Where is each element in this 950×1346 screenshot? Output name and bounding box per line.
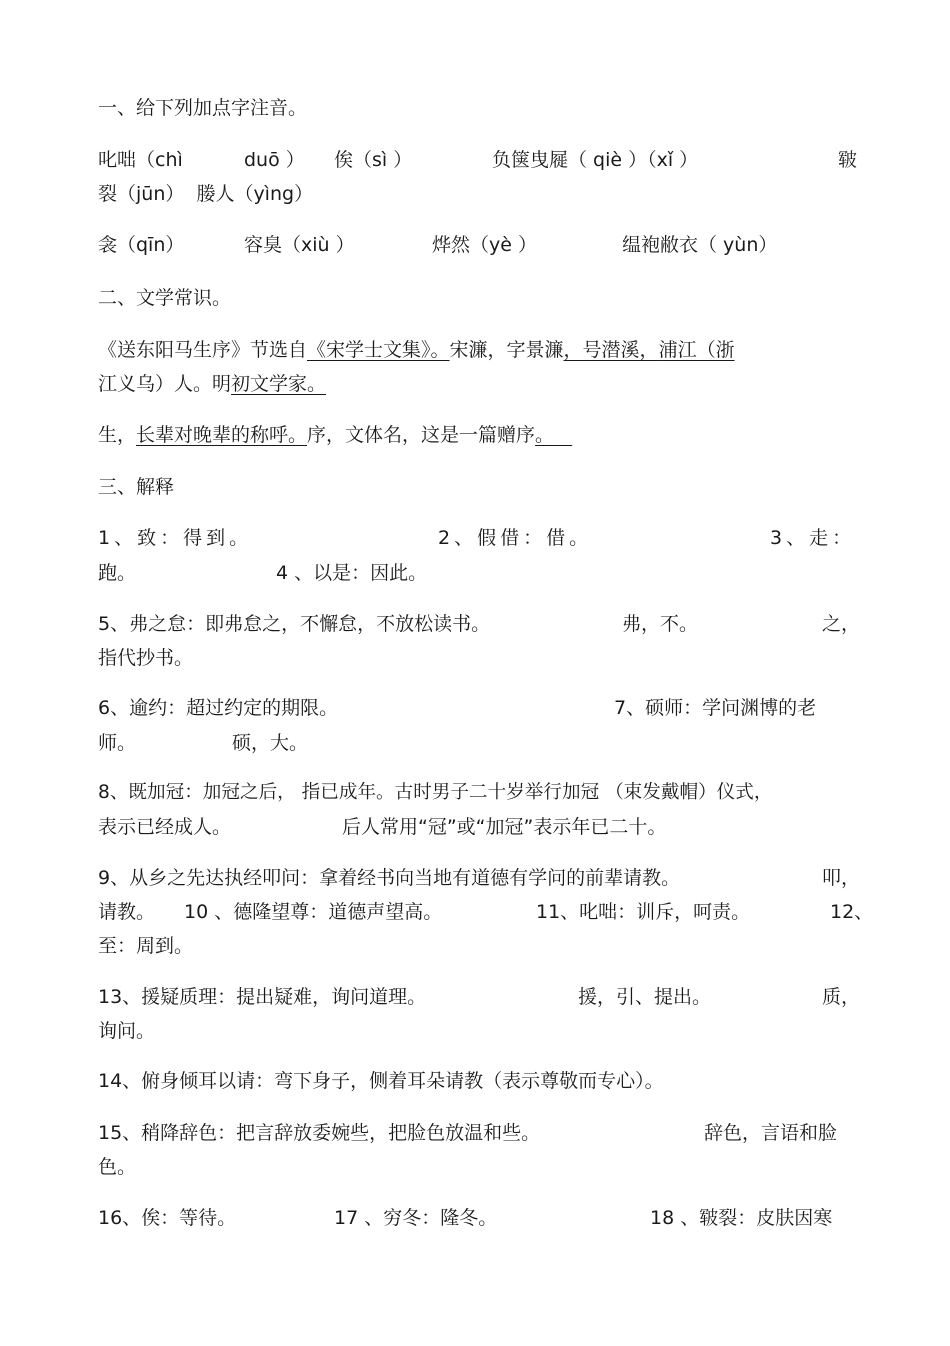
literature-line-3: 生，长辈对晚辈的称呼。序，文体名，这是一篇赠序。 bbox=[98, 424, 555, 446]
section-3-title: 三、解释 bbox=[98, 476, 175, 498]
definition-item: 14、俯身倾耳以请：弯下身子，侧着耳朵请教（表示尊敬而专心）。 bbox=[98, 1070, 664, 1092]
underlined-answer: 。 bbox=[535, 424, 555, 446]
pinyin-item: 烨然（yè ） bbox=[432, 234, 537, 256]
definition-item: 表示已经成人。 bbox=[98, 816, 232, 838]
definition-item: 后人常用“冠”或“加冠”表示年已二十。 bbox=[342, 816, 667, 838]
definition-item: 师。 bbox=[98, 732, 137, 754]
definition-item: 3、走： bbox=[770, 527, 856, 549]
definition-item: 请教。 bbox=[98, 901, 156, 923]
pinyin-item: 容臭（xiù ） bbox=[244, 234, 355, 256]
definition-item: 4 、以是：因此。 bbox=[276, 562, 428, 584]
definition-item: 至：周到。 bbox=[98, 935, 194, 957]
pinyin-item: 衾（qīn） bbox=[98, 234, 185, 256]
definition-item: 8、既加冠：加冠之后， 指已成年。古时男子二十岁举行加冠 （束发戴帽）仪式， bbox=[98, 782, 773, 803]
pinyin-row-2: 裂（jūn） 媵人（yìng） bbox=[98, 183, 314, 205]
definition-item: 18 、皲裂：皮肤因寒 bbox=[650, 1207, 833, 1229]
definition-item: 2、假借：借。 bbox=[438, 527, 593, 549]
pinyin-item: 皲 bbox=[838, 149, 858, 171]
underlined-answer: ，号潜溪， bbox=[563, 339, 659, 361]
definition-item: 询问。 bbox=[98, 1020, 156, 1042]
definition-item: 9、从乡之先达执经叩问：拿着经书向当地有道德有学问的前辈请教。 bbox=[98, 867, 681, 889]
pinyin-item: 叱咄（chì bbox=[98, 149, 183, 171]
definition-item: 指代抄书。 bbox=[98, 647, 194, 669]
definition-item: 13、援疑质理：提出疑难，询问道理。 bbox=[98, 986, 427, 1008]
underlined-answer: 长辈对晚辈的称呼。 bbox=[136, 424, 308, 446]
definition-item: 10 、德隆望尊：道德声望高。 bbox=[184, 901, 443, 923]
definition-item: 硕，大。 bbox=[232, 732, 309, 754]
definition-item: 质， bbox=[822, 986, 861, 1008]
definition-item: 12、 bbox=[830, 901, 874, 923]
pinyin-item: 负箧曳屣（ qiè ）（xǐ ） bbox=[492, 149, 699, 171]
definition-item: 1、致：得到。 bbox=[98, 527, 253, 549]
definition-item: 16、俟：等待。 bbox=[98, 1207, 237, 1229]
definition-item: 15、稍降辞色：把言辞放委婉些，把脸色放温和些。 bbox=[98, 1122, 541, 1144]
pinyin-item: 俟（sì ） bbox=[334, 149, 413, 171]
definition-item: 7、硕师：学问渊博的老 bbox=[614, 697, 817, 719]
definition-item: 辞色，言语和脸 bbox=[704, 1122, 838, 1144]
section-1-title: 一、给下列加点字注音。 bbox=[98, 97, 308, 119]
definition-item: 援，引、提出。 bbox=[578, 986, 712, 1008]
literature-line-2: 江义乌）人。明初文学家。 bbox=[98, 373, 327, 395]
definition-item: 弗，不。 bbox=[622, 613, 699, 635]
definition-item: 6、逾约：超过约定的期限。 bbox=[98, 697, 339, 719]
definition-item: 17 、穷冬：隆冬。 bbox=[334, 1207, 498, 1229]
pinyin-item: 缊袍敝衣（ yùn） bbox=[622, 234, 778, 256]
definition-item: 色。 bbox=[98, 1156, 137, 1178]
section-2-title: 二、文学常识。 bbox=[98, 287, 232, 309]
underlined-answer: 浦江（浙 bbox=[658, 339, 735, 361]
underlined-answer: 《宋学士文集》。 bbox=[307, 339, 450, 361]
definition-item: 跑。 bbox=[98, 562, 137, 584]
pinyin-item: duō ） bbox=[244, 149, 305, 171]
definition-item: 之， bbox=[822, 613, 861, 635]
definition-item: 5、弗之怠：即弗怠之，不懈怠，不放松读书。 bbox=[98, 613, 491, 635]
literature-line-1: 《送东阳马生序》节选自《宋学士文集》。宋濂，字景濂，号潜溪，浦江（浙 bbox=[98, 339, 735, 361]
definition-item: 11、叱咄：训斥，呵责。 bbox=[536, 901, 751, 923]
underlined-answer: 初文学家。 bbox=[231, 373, 327, 395]
definition-item: 叩， bbox=[822, 867, 861, 889]
